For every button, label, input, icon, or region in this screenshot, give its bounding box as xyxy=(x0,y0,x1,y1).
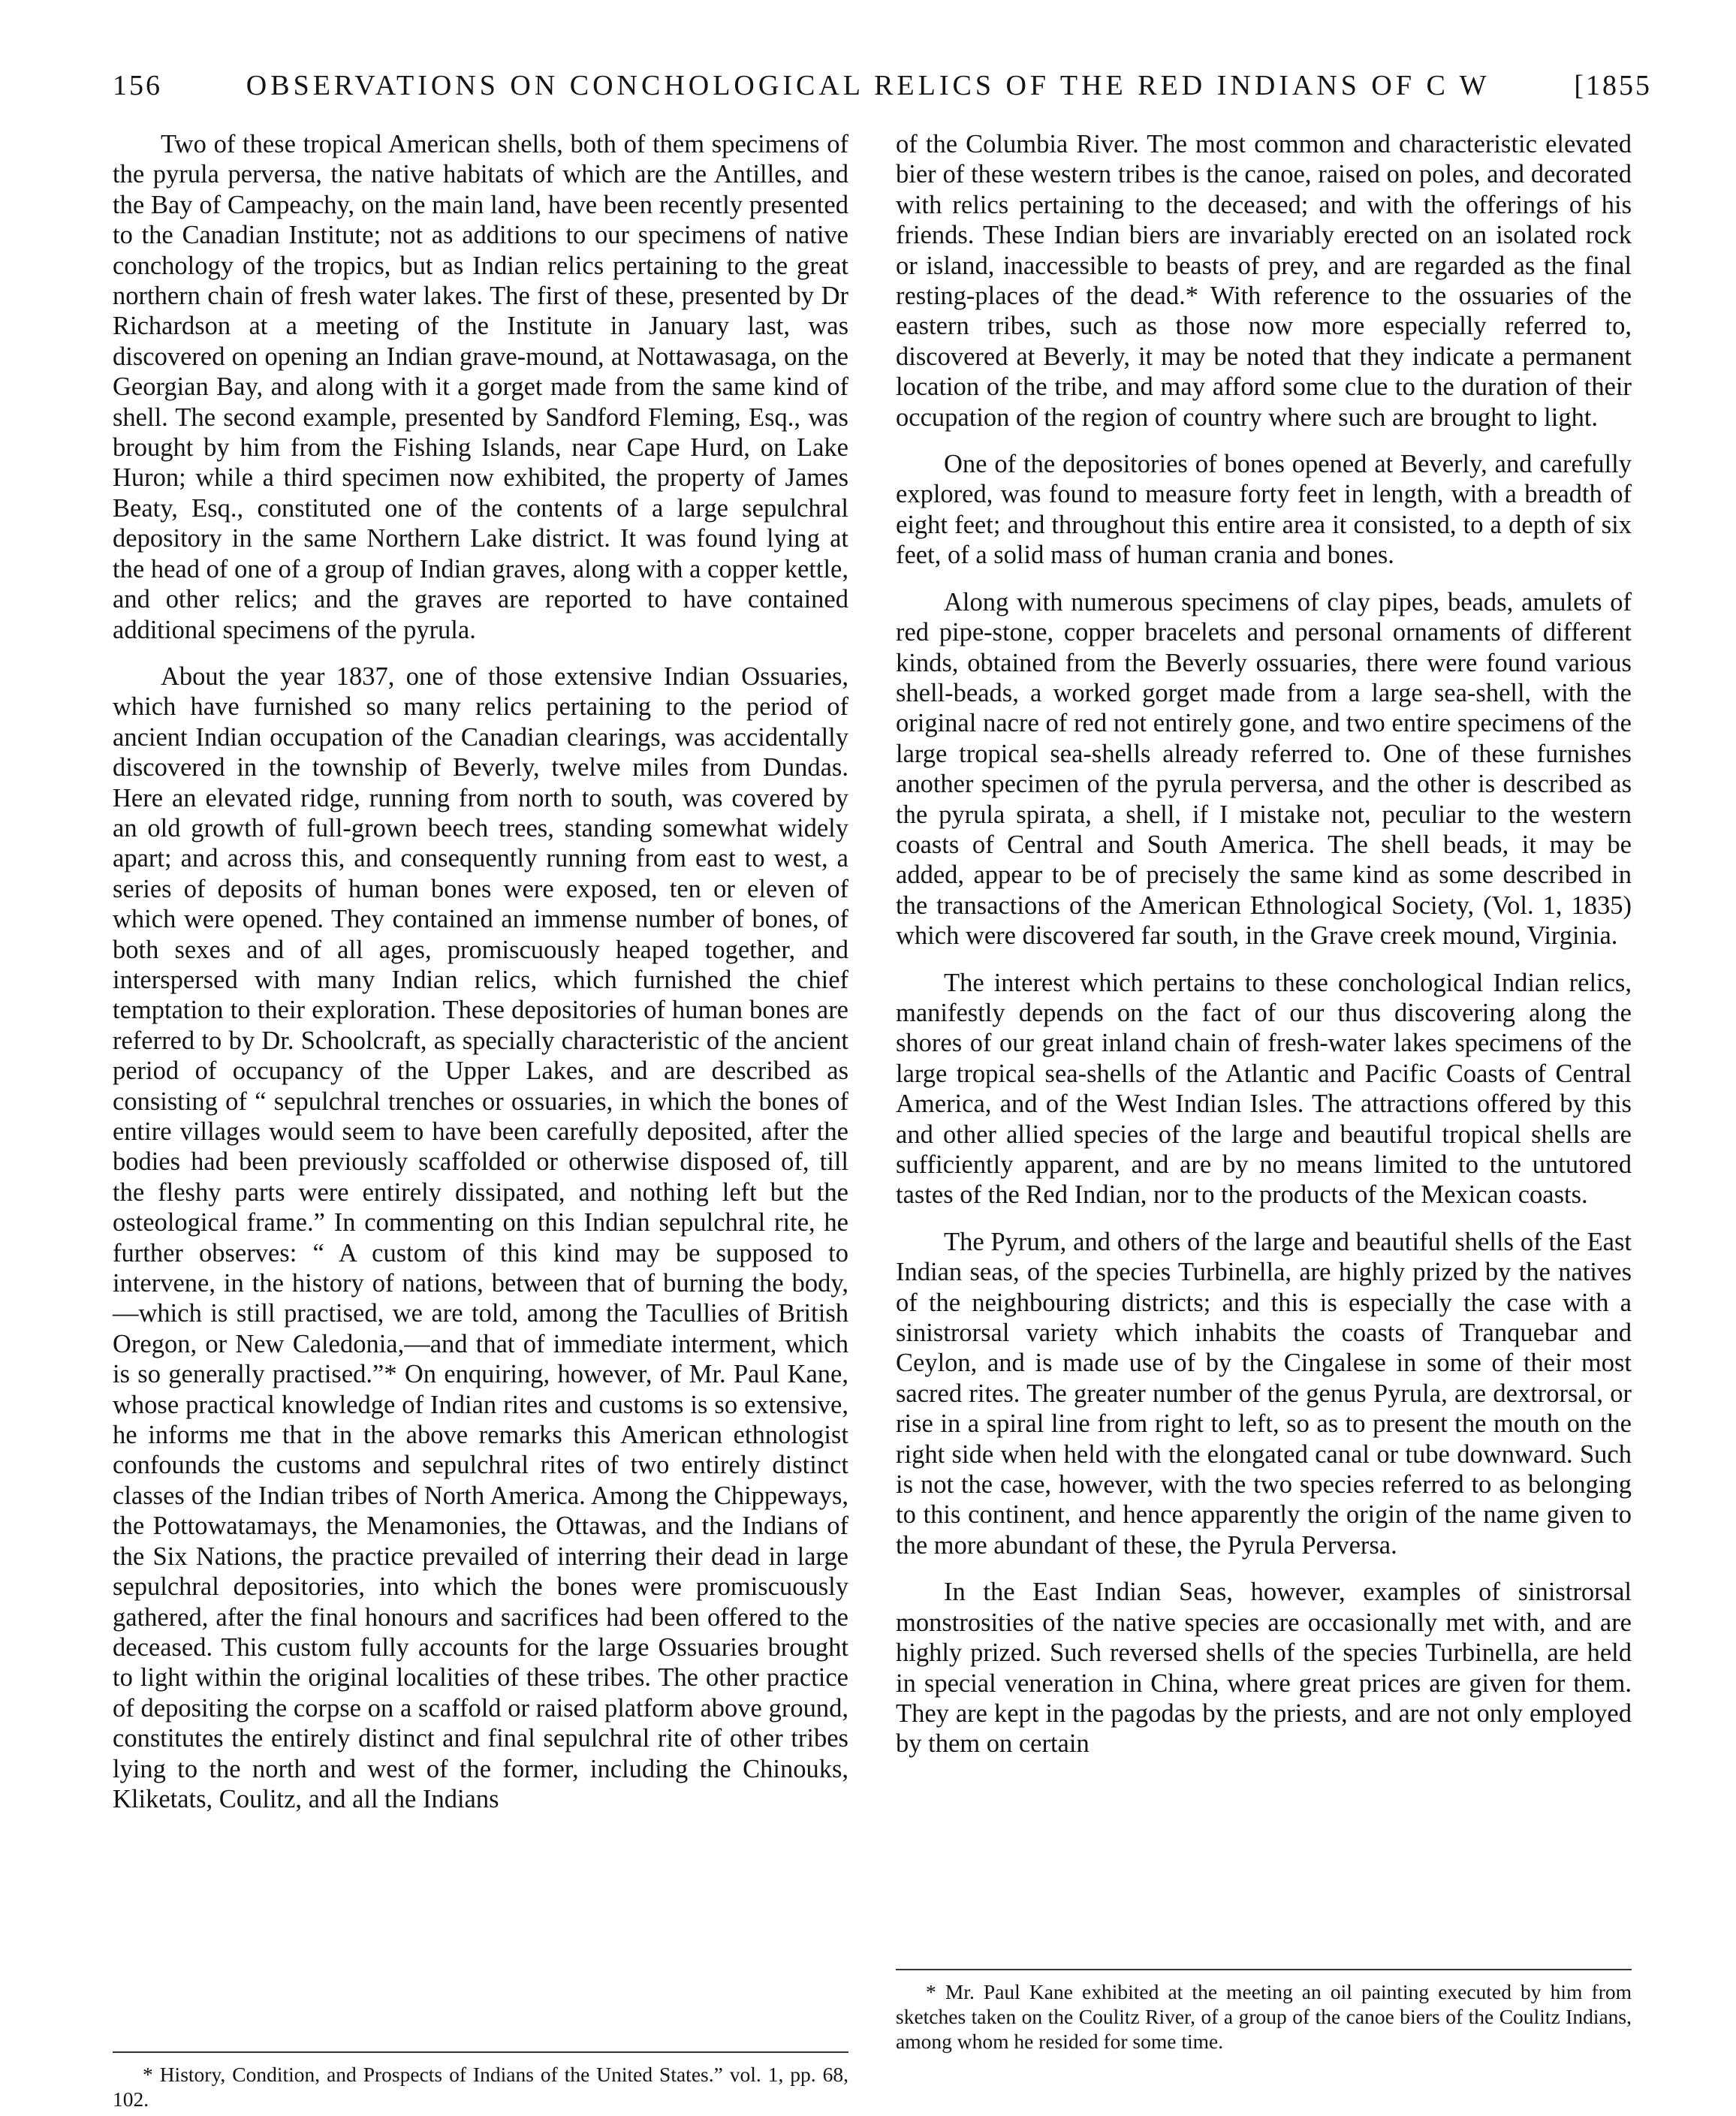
footnote-rule xyxy=(113,2051,848,2053)
running-header xyxy=(113,69,1652,122)
header-year: [1855 xyxy=(1574,70,1652,101)
page-number: 156 xyxy=(113,70,162,101)
paragraph-sinistrorsal-shells: In the East Indian Seas, however, examples of sinistrorsal monstrosities of the native species are occasionally met with, and are highly prized. Such reversed shells of the species Turbinella, are held in special veneration in China, where great prices are given for them. They are kept in the pagodas by the priests, and are not only employed by them on certain xyxy=(896,1578,1632,1759)
paragraph-pyrula-specimens: Two of these tropical American shells, both of them specimens of the pyrula perversa, the native habitats of which are the Antilles, and the Bay of Campeachy, on the main land, have been recently presented to the Canadian Institute; not as additions to our specimens of native conchology of the tropics, but as Indian relics pertaining to the great northern chain of fresh water lakes. The first of these, presented by Dr Richardson at a meeting of the Institute in January last, was discovered on opening an Indian grave-mound, at Nottawasaga, on the Georgian Bay, and along with it a gorget made from the same kind of shell. The second example, presented by Sandford Fleming, Esq., was brought by him from the Fishing Islands, near Cape Hurd, on Lake Huron; while a third specimen now exhibited, the property of James Beaty, Esq., constituted one of the contents of a large sepulchral depository in the same Northern Lake district. It was found lying at the head of one of a group of Indian graves, along with a copper kettle, and other relics; and the graves are reported to have contained additional specimens of the pyrula. xyxy=(113,130,848,644)
right-footnote-block xyxy=(896,1958,1632,2054)
left-column xyxy=(113,129,848,1831)
paragraph-relics-found: Along with numerous specimens of clay pipes, beads, amulets of red pipe-stone, copper bracelets and personal ornaments of different kinds, obtained from the Beverly ossuaries, there were found various shell-beads, a worked gorget made from a large sea-shell, with the original nacre of red not entirely gone, and two entire specimens of the large tropical sea-shells already referred to. One of these furnishes another specimen of the pyrula perversa, and the other is described as the pyrula spirata, a shell, if I mistake not, peculiar to the western coasts of Central and South America. The shell beads, it may be added, appear to be of precisely the same kind as some described in the transactions of the American Ethnological Society, (Vol. 1, 1835) which were discovered far south, in the Grave creek mound, Virginia. xyxy=(896,587,1632,951)
footnote-schoolcraft: * History, Condition, and Prospects of Indians of the United States.” vol. 1, pp. 68, 102. xyxy=(113,2063,848,2111)
footnote-rule xyxy=(896,1969,1632,1970)
paragraph-conchological-interest: The interest which pertains to these conchological Indian relics, manifestly depends on the fact of our thus discovering along the shores of our great inland chain of fresh-water lakes specimens of the large tropical sea-shells of the Atlantic and Pacific Coasts of Central America, and of the West Indian Isles. The attractions offered by this and other allied species of the large and beautiful tropical shells are sufficiently apparent, and are by no means limited to the untutored tastes of the Red Indian, nor to the products of the Mexican coasts. xyxy=(896,968,1632,1210)
footnote-paul-kane: * Mr. Paul Kane exhibited at the meeting an oil painting executed by him from sketches taken on the Coulitz River, of a group of the canoe biers of the Coulitz Indians, among whom he resided for some time. xyxy=(896,1980,1632,2053)
running-title: OBSERVATIONS ON CONCHOLOGICAL RELICS OF THE RED INDIANS OF C W xyxy=(246,70,1490,101)
paragraph-pyrum-turbinella: The Pyrum, and others of the large and beautiful shells of the East Indian seas, of the species Turbinella, are highly prized by the natives of the neighbouring districts; and this is especially the case with a sinistrorsal variety which inhabits the coasts of Tranquebar and Ceylon, and is made use of by the Cingalese in some of their most sacred rites. The greater number of the genus Pyrula, are dextrorsal, or rise in a spiral line from right to left, so as to present the mouth on the right side when held with the elongated canal or tube downward. Such is not the case, however, with the two species referred to as belonging to this continent, and hence apparently the origin of the name given to the more abundant of these, the Pyrula Perversa. xyxy=(896,1227,1632,1560)
paragraph-beverly-ossuary: About the year 1837, one of those extensive Indian Ossuaries, which have furnished so many relics pertaining to the period of ancient Indian occupation of the Canadian clearings, was accidentally discovered in the township of Beverly, twelve miles from Dundas. Here an elevated ridge, running from north to south, was covered by an old growth of full-grown beech trees, standing somewhat widely apart; and across this, and consequently running from east to west, a series of deposits of human bones were exposed, ten or eleven of which were opened. They contained an immense number of bones, of both sexes and of all ages, promiscuously heaped together, and interspersed with many Indian relics, which furnished the chief temptation to their exploration. These depositories of human bones are referred to by Dr. Schoolcraft, as specially characteristic of the ancient period of occupancy of the Upper Lakes, and are described as consisting of “ sepulchral trenches or ossuaries, in which the bones of entire villages would seem to have been carefully deposited, after the bodies had been previously scaffolded or otherwise disposed of, till the fleshy parts were entirely dissipated, and nothing left but the osteological frame.” In commenting on this Indian sepulchral rite, he further observes: “ A custom of this kind may be supposed to intervene, in the history of nations, between that of burning the body,—which is still practised, we are told, among the Tacullies of British Oregon, or New Caledonia,—and that of immediate interment, which is so generally practised.”* On enquiring, however, of Mr. Paul Kane, whose practical knowledge of Indian rites and customs is so extensive, he informs me that in the above remarks this American ethnologist confounds the customs and sepulchral rites of two entirely distinct classes of the Indian tribes of North America. Among the Chippeways, the Pottowatamays, the Menamonies, the Ottawas, and the Indians of the Six Nations, the practice prevailed of interring their dead in large sepulchral depositories, into which the bones were promiscuously gathered, after the final honours and sacrifices had been offered to the deceased. This custom fully accounts for the large Ossuaries brought to light within the original localities of these tribes. The other practice of depositing the corpse on a scaffold or raised platform above ground, constitutes the entirely distinct and final sepulchral rite of other tribes lying to the north and west of the former, including the Chinouks, Kliketats, Coulitz, and all the Indians xyxy=(113,662,848,1813)
paragraph-depository-size: One of the depositories of bones opened at Beverly, and carefully explored, was found to measure forty feet in length, with a breadth of eight feet; and throughout this entire area it consisted, to a depth of six feet, of a solid mass of human crania and bones. xyxy=(896,450,1632,570)
right-column xyxy=(896,129,1632,1776)
paragraph-columbia-biers: of the Columbia River. The most common and characteristic elevated bier of these western tribes is the canoe, raised on poles, and decorated with relics pertaining to the deceased; and with the offerings of his friends. These Indian biers are invariably erected on an isolated rock or island, inaccessible to beasts of prey, and are regarded as the final resting-places of the dead.* With reference to the ossuaries of the eastern tribes, such as those now more especially referred to, discovered at Beverly, it may be noted that they indicate a permanent location of the tribe, and may afford some clue to the duration of their occupation of the region of country where such are brought to light. xyxy=(896,130,1632,432)
left-footnote-block xyxy=(113,2041,848,2111)
